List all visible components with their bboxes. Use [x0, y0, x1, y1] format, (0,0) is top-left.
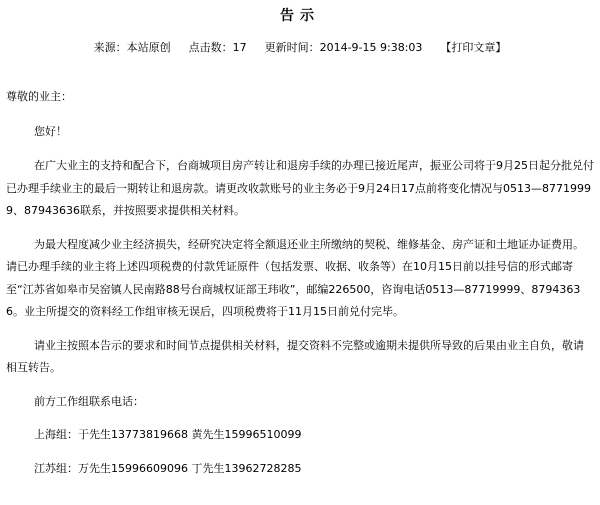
greeting: 您好！: [34, 124, 67, 138]
paragraph-reminder: 请业主按照本告示的要求和时间节点提供相关材料，提交资料不完整或逾期未提供所导致的后果由业主自负，敬请相互转告。: [6, 338, 584, 374]
contact-heading: 前方工作组联系电话：: [34, 394, 144, 408]
print-article-link[interactable]: 【打印文章】: [440, 41, 507, 54]
page-title: 告示: [280, 8, 320, 24]
contact-shanghai: 上海组：于先生13773819668 黄先生15996510099: [34, 428, 302, 441]
contact-jiangsu: 江苏组：万先生15996609096 丁先生13962728285: [34, 461, 302, 475]
paragraph-refund-schedule: 在广大业主的支持和配合下，台商城项目房产转让和退房手续的办理已接近尾声，振亚公司将于9月25日起分批兑付已办理手续业主的最后一期转让和退房款。请更改收款账号的业主务必于9月24日17点前将变化情况与0513—87719999、87943636联系，并按照要求提供相关材料。: [6, 159, 594, 217]
paragraph-tax-refund: 为最大程度减少业主经济损失，经研究决定将全额退还业主所缴纳的契税、维修基金、房产证和土地证办证费用。请已办理手续的业主将上述四项税费的付款凭证原件（包括发票、收据、收条等）在10月15日前以挂号信的形式邮寄至“江苏省如皋市吴窑镇人民南路88号台商城权证部王玮收”，邮编226500，咨询电话0513—87719999、87943636。业主所提交的资料经工作组审核无误后，四项税费将于11月15日前兑付完毕。: [6, 237, 584, 318]
notice-body: [6, 86, 594, 491]
click-count: 点击数：17: [188, 41, 247, 54]
salutation: 尊敬的业主：: [6, 90, 72, 103]
article-meta: [0, 40, 600, 56]
source-label: 来源：本站原创: [93, 41, 171, 54]
update-time: 更新时间：2014-9-15 9:38:03: [264, 41, 423, 54]
